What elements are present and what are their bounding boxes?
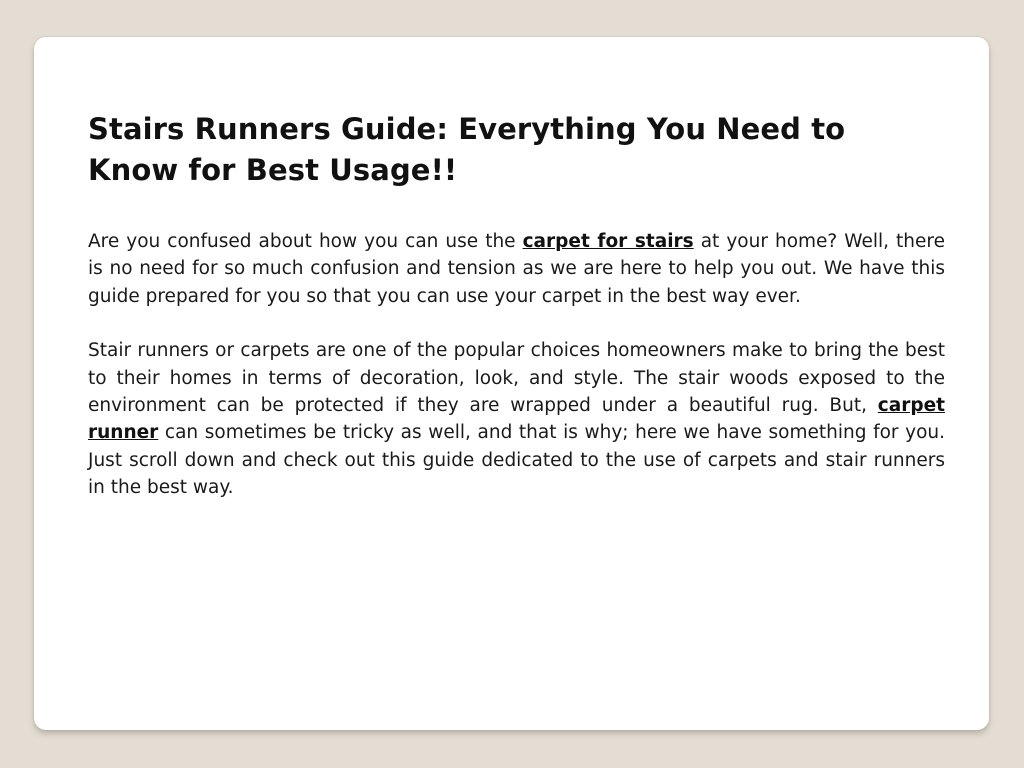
- intro-text-before: Are you confused about how you can use the: [88, 231, 523, 252]
- slide-content: [88, 109, 945, 502]
- body-text-before: Stair runners or carpets are one of the popular choices homeowners make to bring the best to their homes in terms of decoration, look, and style. The stair woods exposed to the environment can be protected if they are wrapped under a beautiful rug. But,: [88, 340, 945, 417]
- carpet-runner-link[interactable]: carpet runner: [88, 395, 945, 444]
- body-text-after: can sometimes be tricky as well, and that is why; here we have something for you. Just scroll down and check out this guide dedicated to the use of carpets and stair runners in the best way.: [88, 422, 945, 499]
- intro-paragraph: [88, 228, 945, 310]
- carpet-for-stairs-link[interactable]: carpet for stairs: [522, 231, 694, 252]
- slide-card: [34, 37, 989, 730]
- page-title: Stairs Runners Guide: Everything You Need to Know for Best Usage!!: [88, 112, 846, 187]
- body-paragraph: [88, 337, 945, 501]
- intro-text-after: at your home? Well, there is no need for so much confusion and tension as we are here to help you out. We have this guide prepared for you so that you can use your carpet in the best way ever.: [88, 231, 945, 307]
